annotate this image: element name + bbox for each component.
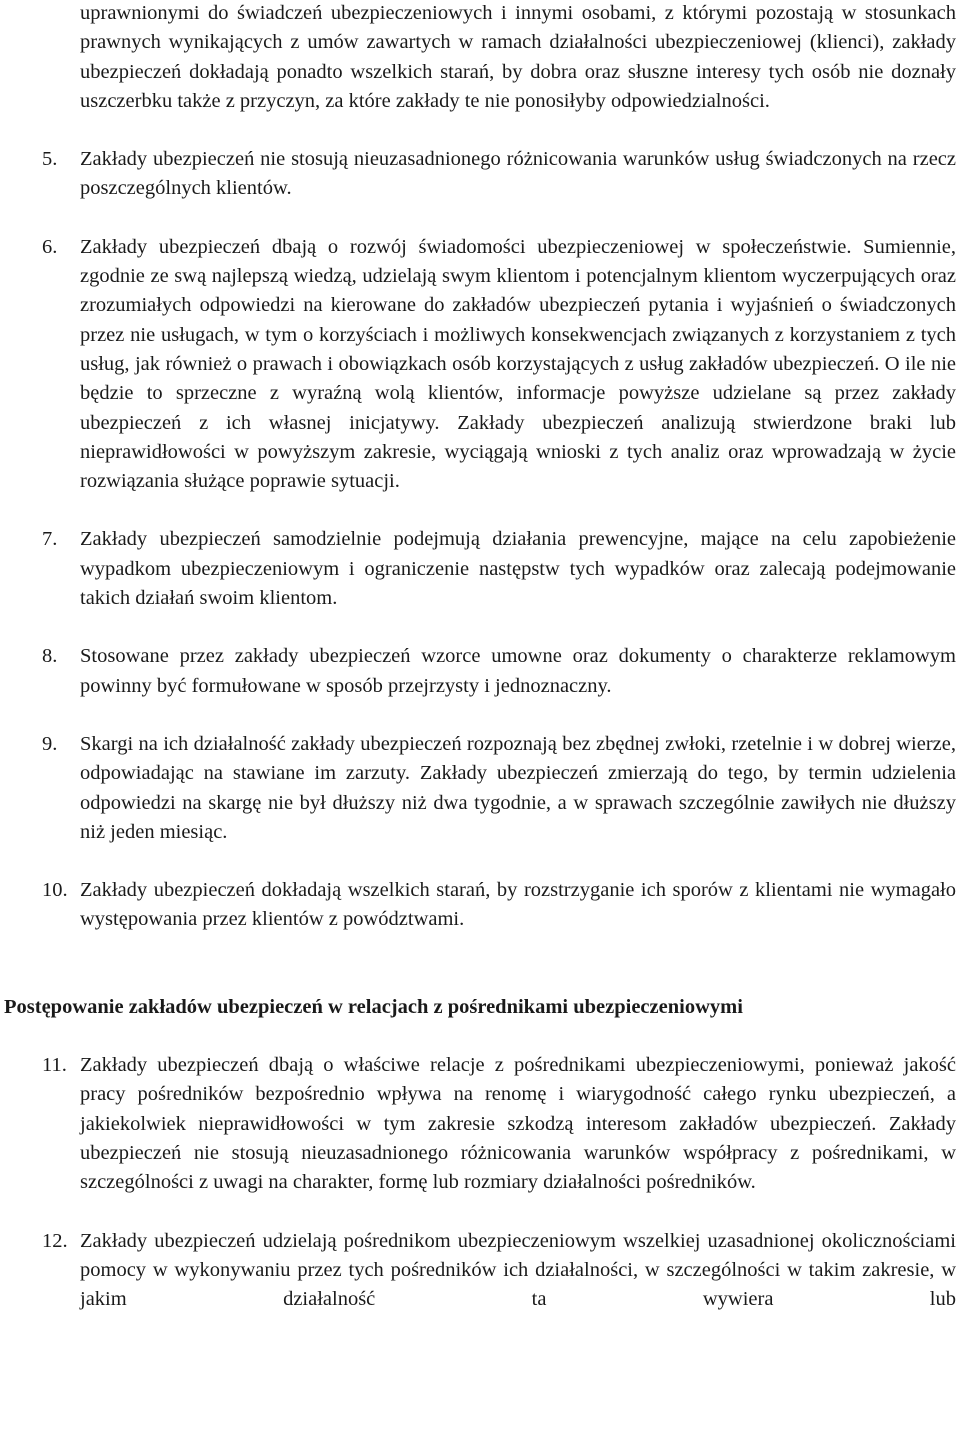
item-text: Zakłady ubezpieczeń samodzielnie podejmują działania prewencyjne, mające na celu zapobieżenie wypadkom ubezpieczeniowym i ograniczenie następstw tych wypadków oraz zalecają podejmowanie takich działań swoim klientom.: [80, 528, 956, 610]
item-number: 10.: [42, 879, 68, 902]
spacer: [0, 204, 960, 233]
list-item: [0, 642, 956, 701]
list-item: [0, 525, 956, 613]
intro-paragraph: uprawnionymi do świadczeń ubezpieczeniowych i innymi osobami, z którymi pozostają w stosunkach prawnych wynikających z umów zawartych w ramach działalności ubezpieczeniowej (klienci), zakłady ubezpieczeń dokładają ponadto wszelkich starań, by dobra oraz słuszne interesy tych osób nie doznały uszczerbku także z przyczyn, za które zakłady te nie ponosiłyby odpowiedzialności.: [80, 2, 956, 112]
item-number: 9.: [42, 732, 58, 755]
item-number: 11.: [42, 1054, 67, 1077]
list-item: [0, 145, 956, 204]
list-item: [0, 1227, 956, 1315]
item-text: Skargi na ich działalność zakłady ubezpieczeń rozpoznają bez zbędnej zwłoki, rzetelnie i w dobrej wierze, odpowiadając na stawiane im zarzuty. Zakłady ubezpieczeń zmierzają do tego, by termin udzielenia odpowiedzi na skargę nie był dłuższy niż dwa tygodnie, a w sprawach szczególnie zawiłych nie dłuższy niż jeden miesiąc.: [80, 732, 956, 843]
item-number: 12.: [42, 1229, 68, 1252]
list-item: [0, 876, 956, 935]
item-text: Zakłady ubezpieczeń dbają o właściwe relacje z pośrednikami ubezpieczeniowymi, ponieważ jakość pracy pośredników bezpośrednio wpływa na renomę i wiarygodność całego rynku ubezpieczeń, a jakiekolwiek nieprawidłowości w tym zakresie szkodzą interesom zakładów ubezpieczeń. Zakłady ubezpieczeń nie stosują nieuzasadnionego różnicowania warunków współpracy z pośrednikami, w szczególności z uwagi na charakter, formę lub rozmiary działalności pośredników.: [80, 1054, 956, 1194]
item-text: Zakłady ubezpieczeń nie stosują nieuzasadnionego różnicowania warunków usług świadczonych na rzecz poszczególnych klientów.: [80, 148, 956, 200]
section-heading: Postępowanie zakładów ubezpieczeń w relacjach z pośrednikami ubezpieczeniowymi: [4, 995, 743, 1018]
spacer: [0, 1022, 960, 1051]
spacer: [0, 935, 960, 993]
list-item: [0, 730, 956, 847]
item-text: Stosowane przez zakłady ubezpieczeń wzorce umowne oraz dokumenty o charakterze reklamowym powinny być formułowane w sposób przejrzysty i jednoznaczny.: [80, 645, 956, 697]
item-number: 5.: [42, 148, 58, 171]
spacer: [0, 847, 960, 876]
spacer: [0, 701, 960, 730]
spacer: [0, 116, 960, 145]
item-text: Zakłady ubezpieczeń udzielają pośrednikom ubezpieczeniowym wszelkiej uzasadnionej okolicznościami pomocy w wykonywaniu przez tych pośredników ich działalności, w szczególności w takim zakresie, w jakim działalność ta wywiera lub: [80, 1229, 956, 1311]
spacer: [0, 613, 960, 642]
spacer: [0, 1198, 960, 1227]
list-item: [0, 1051, 956, 1197]
item-text: Zakłady ubezpieczeń dokładają wszelkich starań, by rozstrzyganie ich sporów z klientami nie wymagało występowania przez klientów z powództwami.: [80, 879, 956, 931]
item-number: 8.: [42, 645, 58, 668]
spacer: [0, 496, 960, 525]
item-text: Zakłady ubezpieczeń dbają o rozwój świadomości ubezpieczeniowej w społeczeństwie. Sumiennie, zgodnie ze swą najlepszą wiedzą, udzielają swym klientom i potencjalnym klientom wyczerpujących oraz zrozumiałych odpowiedzi na kierowane do zakładów ubezpieczeń pytania i wyjaśnień o świadczonych przez nie usługach, w tym o korzyściach i możliwych konsekwencjach związanych z korzystaniem z tych usług, jak również o prawach i obowiązkach osób korzystających z usług zakładów ubezpieczeń. O ile nie będzie to sprzeczne z wyraźną wolą klientów, informacje powyższe udzielane są przez zakłady ubezpieczeń z ich własnej inicjatywy. Zakłady ubezpieczeń analizują stwierdzone braki lub nieprawidłowości w powyższym zakresie, wyciągają wnioski z tych analiz oraz wprowadzają w życie rozwiązania służące poprawie sytuacji.: [80, 235, 956, 493]
item-number: 7.: [42, 528, 58, 551]
item-number: 6.: [42, 235, 58, 258]
list-item: [0, 233, 956, 497]
